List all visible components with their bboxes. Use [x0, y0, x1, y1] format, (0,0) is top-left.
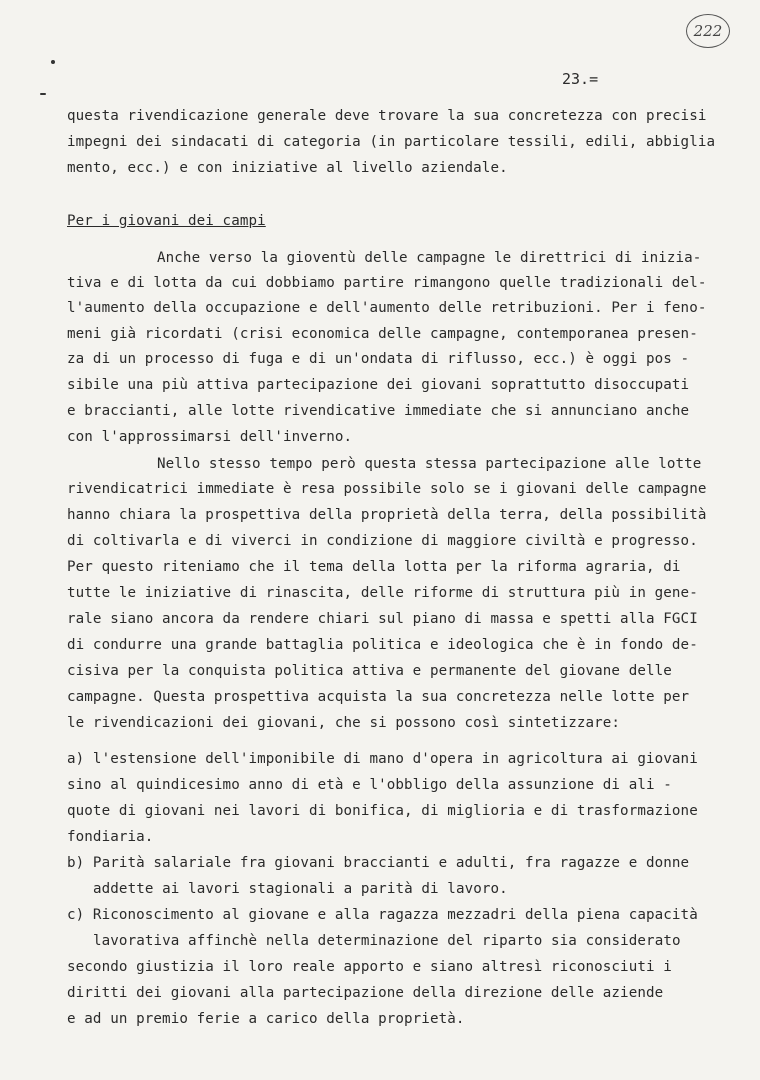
ink-dot — [51, 60, 55, 64]
text-line: campagne. Questa prospettiva acquista la sua concretezza nelle lotte per — [67, 689, 690, 705]
list-item-continuation: quote di giovani nei lavori di bonifica, di miglioria e di trasformazione — [67, 803, 698, 819]
section-heading: Per i giovani dei campi — [67, 213, 266, 229]
list-item-continuation: sino al quindicesimo anno di età e l'obbligo della assunzione di ali - — [67, 777, 672, 793]
list-item-continuation: addette ai lavori stagionali a parità di lavoro. — [93, 881, 508, 897]
archive-page-stamp: 222 — [686, 14, 730, 48]
list-item-a: a) l'estensione dell'imponibile di mano d'opera in agricoltura ai giovani — [67, 751, 698, 767]
ink-tick — [40, 93, 46, 95]
list-item-continuation: e ad un premio ferie a carico della proprietà. — [67, 1011, 465, 1027]
text-line: sibile una più attiva partecipazione dei giovani soprattutto disoccupati — [67, 377, 690, 393]
text-line: tiva e di lotta da cui dobbiamo partire rimangono quelle tradizionali del- — [67, 275, 707, 291]
text-line: le rivendicazioni dei giovani, che si possono così sintetizzare: — [67, 715, 621, 731]
text-line: Anche verso la gioventù delle campagne le direttrici di inizia- — [157, 250, 702, 266]
text-line: questa rivendicazione generale deve trovare la sua concretezza con precisi — [67, 108, 707, 124]
list-item-continuation: secondo giustizia il loro reale apporto e siano altresì riconosciuti i — [67, 959, 672, 975]
text-line: e braccianti, alle lotte rivendicative immediate che si annunciano anche — [67, 403, 690, 419]
list-item-continuation: diritti dei giovani alla partecipazione della direzione delle aziende — [67, 985, 664, 1001]
list-item-b: b) Parità salariale fra giovani braccianti e adulti, fra ragazze e donne — [67, 855, 690, 871]
list-item-continuation: fondiaria. — [67, 829, 154, 845]
list-item-continuation: lavorativa affinchè nella determinazione del riparto sia considerato — [93, 933, 681, 949]
text-line: meni già ricordati (crisi economica delle campagne, contemporanea presen- — [67, 326, 698, 342]
text-line: cisiva per la conquista politica attiva e permanente del giovane delle — [67, 663, 672, 679]
text-line: impegni dei sindacati di categoria (in particolare tessili, edili, abbiglia — [67, 134, 716, 150]
text-line: di condurre una grande battaglia politica e ideologica che è in fondo de- — [67, 637, 698, 653]
text-line: con l'approssimarsi dell'inverno. — [67, 429, 353, 445]
text-line: di coltivarla e di viverci in condizione di maggiore civiltà e progresso. — [67, 533, 698, 549]
text-line: tutte le iniziative di rinascita, delle riforme di struttura più in gene- — [67, 585, 698, 601]
text-line: Per questo riteniamo che il tema della lotta per la riforma agraria, di — [67, 559, 681, 575]
text-line: Nello stesso tempo però questa stessa partecipazione alle lotte — [157, 456, 702, 472]
text-line: mento, ecc.) e con iniziative al livello aziendale. — [67, 160, 508, 176]
text-line: za di un processo di fuga e di un'ondata di riflusso, ecc.) è oggi pos - — [67, 351, 690, 367]
text-line: rale siano ancora da rendere chiari sul piano di massa e spetti alla FGCI — [67, 611, 698, 627]
text-line: l'aumento della occupazione e dell'aumento delle retribuzioni. Per i feno- — [67, 300, 707, 316]
text-line: rivendicatrici immediate è resa possibile solo se i giovani delle campagne — [67, 481, 707, 497]
text-line: hanno chiara la prospettiva della proprietà della terra, della possibilità — [67, 507, 707, 523]
list-item-c: c) Riconoscimento al giovane e alla ragazza mezzadri della piena capacità — [67, 907, 698, 923]
page-number: 23.= — [562, 70, 599, 88]
